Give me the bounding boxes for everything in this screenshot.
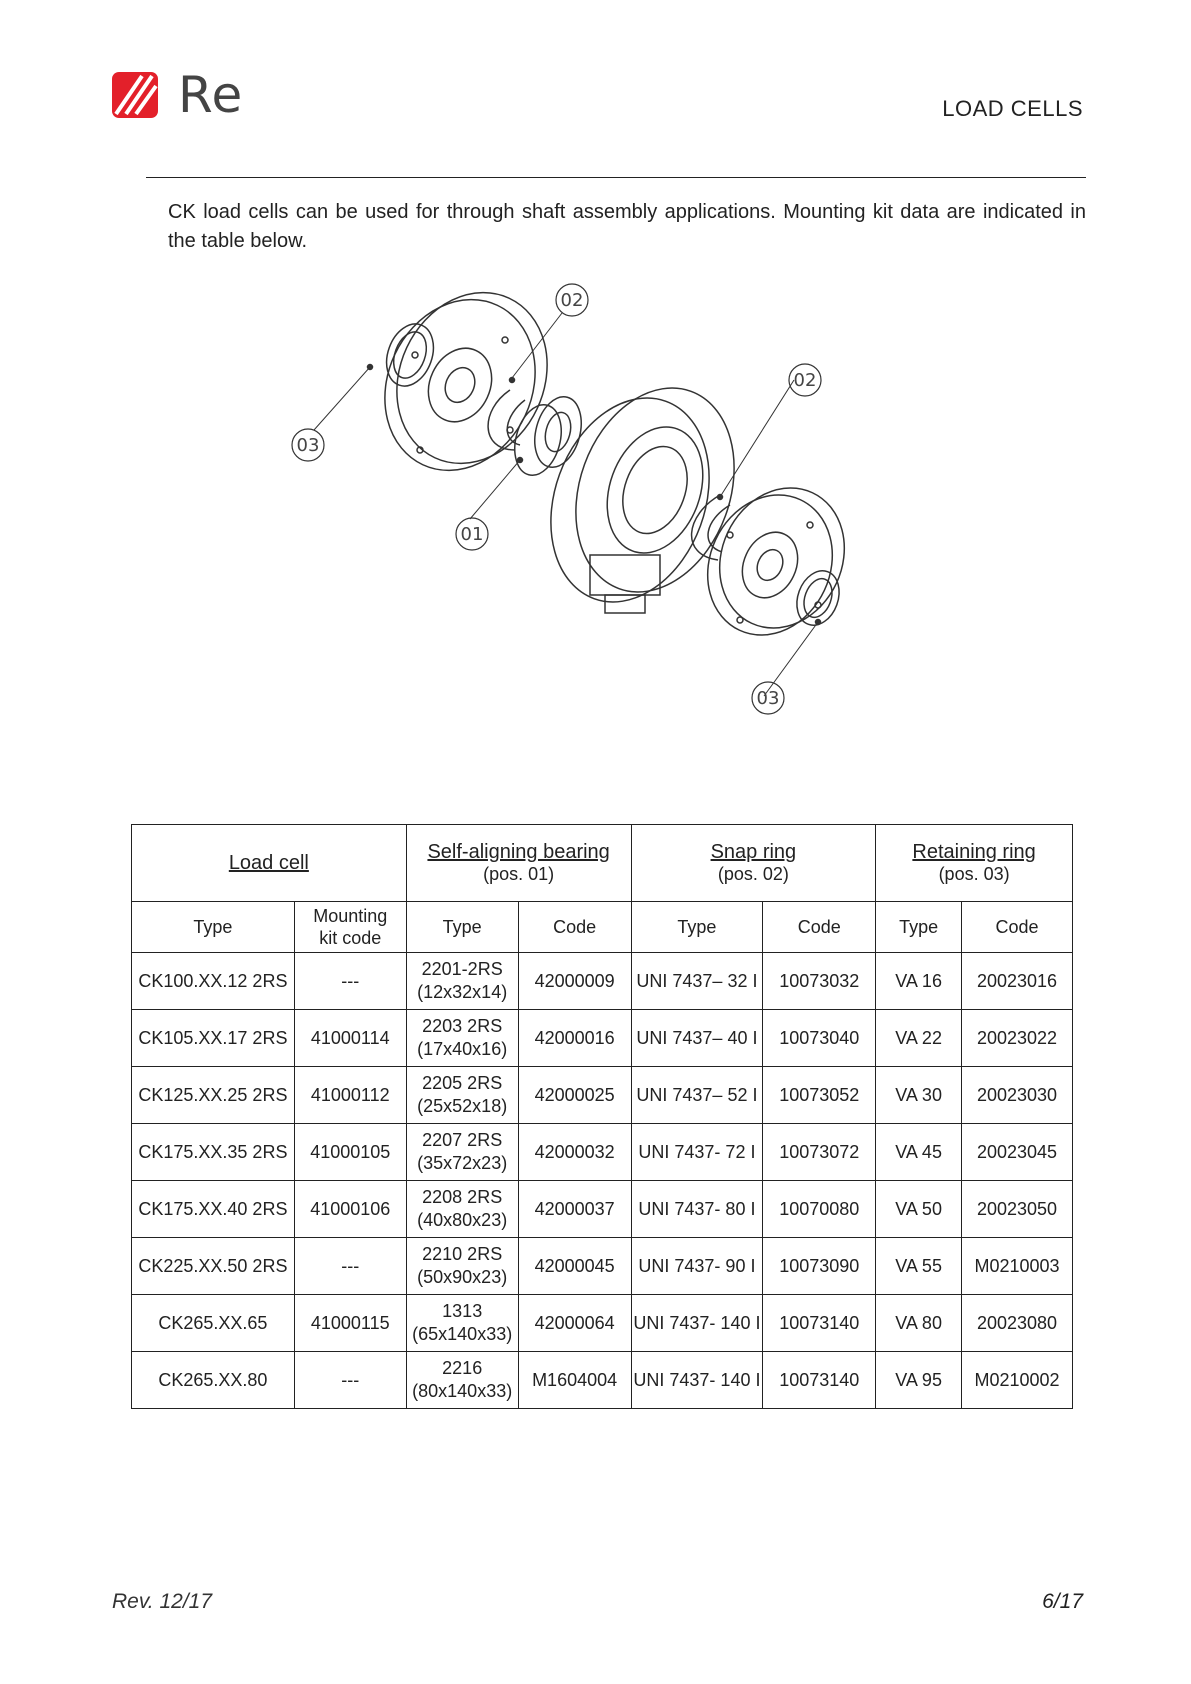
cell-bearing-code [518,1295,631,1352]
cell-bearing-type-text: (12x32x14) [417,982,508,1002]
cell-retaining-code-text: 20023030 [976,1084,1058,1105]
col-mounting-line2: kit code [319,928,382,948]
header-divider [146,177,1086,178]
cell-snap-code [763,1067,876,1124]
cell-snap-type [631,1352,763,1409]
cell-bearing-code-text: 42000037 [534,1198,615,1219]
cell-snap-type [631,1295,763,1352]
cell-bearing-type-text: (50x90x23) [417,1267,508,1287]
table-row [132,1295,1073,1352]
cell-retaining-type [876,1181,962,1238]
cell-retaining-code [962,1124,1073,1181]
cell-bearing-code-text: 42000064 [534,1312,615,1333]
cell-type-text: CK100.XX.12 2RS [138,970,288,991]
cell-snap-code [763,1238,876,1295]
snap-ring-group-header [631,825,876,902]
cell-bearing-type [406,953,518,1010]
bearing-pos-label: (pos. 01) [483,864,555,884]
cell-bearing-type-text: 2205 2RS [422,1073,503,1093]
brand-logo-text: Re [178,66,244,124]
cell-kit-code-text: 41000115 [310,1312,390,1333]
cell-bearing-code-text: 42000045 [534,1255,615,1276]
cell-bearing-type [406,1181,518,1238]
cell-bearing-code [518,1238,631,1295]
cell-retaining-code [962,953,1073,1010]
cell-type-text: CK265.XX.80 [158,1369,268,1390]
cell-bearing-type-text: 1313 [442,1301,483,1321]
retaining-ring-group-header [876,825,1073,902]
col-snap-code: Code [763,902,876,953]
callout-label: 02 [793,370,817,391]
col-bearing-type: Type [406,902,518,953]
cell-kit-code-text: 41000114 [310,1027,390,1048]
intro-paragraph: CK load cells can be used for through shaft assembly applications. Mounting kit data are indicated in the table below. [168,201,1086,252]
bearing-header-label: Self-aligning bearing [427,841,610,863]
cell-bearing-code-text: 42000009 [534,970,615,991]
snap-ring-header-label: Snap ring [710,841,797,863]
cell-bearing-code [518,1124,631,1181]
cell-type [132,1067,295,1124]
cell-bearing-type-text: 2216 [442,1358,483,1378]
cell-bearing-code-text: 42000032 [534,1141,615,1162]
cell-type-text: CK105.XX.17 2RS [138,1027,288,1048]
cell-retaining-type-text: VA 50 [895,1198,942,1219]
callout-label: 03 [296,435,320,456]
page-number: 6/17 [1042,1590,1083,1613]
left-retaining-ring-icon [378,317,441,392]
cell-retaining-type-text: VA 16 [895,970,942,991]
col-mounting-kit-code [294,902,406,953]
cell-bearing-type [406,1124,518,1181]
cell-type [132,1238,295,1295]
cell-kit-code [294,1295,406,1352]
col-bearing-code: Code [518,902,631,953]
cell-retaining-code [962,1238,1073,1295]
cell-snap-type [631,1067,763,1124]
cell-bearing-type-text: 2208 2RS [422,1187,503,1207]
cell-kit-code [294,1124,406,1181]
callout-label: 01 [460,524,484,545]
cell-retaining-type-text: VA 55 [895,1255,942,1276]
col-retaining-code: Code [962,902,1073,953]
table-row [132,1181,1073,1238]
cell-snap-type-text: UNI 7437– 40 I [636,1027,758,1048]
cell-type [132,1181,295,1238]
cell-type-text: CK265.XX.65 [158,1312,268,1333]
cell-snap-code [763,1352,876,1409]
cell-retaining-code-text: 20023045 [976,1141,1058,1162]
cell-snap-code [763,1295,876,1352]
cell-retaining-code-text: M0210002 [974,1369,1060,1390]
cell-bearing-type-text: 2203 2RS [422,1016,503,1036]
cell-snap-code-text: 10073140 [779,1369,860,1390]
cell-kit-code-text: --- [341,1255,360,1276]
cell-retaining-type-text: VA 45 [895,1141,942,1162]
cell-snap-type-text: UNI 7437– 32 I [636,970,758,991]
right-flange-icon [685,467,867,655]
cell-retaining-type-text: VA 22 [895,1027,942,1048]
table-row [132,1067,1073,1124]
cell-bearing-code [518,1181,631,1238]
cell-kit-code-text: --- [341,1369,360,1390]
cell-kit-code [294,953,406,1010]
cell-retaining-type-text: VA 95 [895,1369,942,1390]
cell-type-text: CK175.XX.40 2RS [138,1198,288,1219]
mounting-kit-table [131,824,1073,1409]
cell-type [132,1295,295,1352]
left-snap-ring-icon [488,390,525,450]
cell-retaining-type [876,1010,962,1067]
cell-snap-type [631,1181,763,1238]
cell-retaining-code [962,1295,1073,1352]
cell-retaining-code [962,1181,1073,1238]
cell-snap-code [763,953,876,1010]
cell-retaining-code [962,1010,1073,1067]
cell-bearing-type-text: (35x72x23) [417,1153,508,1173]
table-row [132,953,1073,1010]
cell-snap-type-text: UNI 7437- 140 I [633,1369,761,1390]
cell-type [132,1352,295,1409]
cell-bearing-type-text: (40x80x23) [417,1210,508,1230]
cell-retaining-code [962,1352,1073,1409]
cell-bearing-type [406,1295,518,1352]
cell-bearing-code [518,1010,631,1067]
cell-type-text: CK125.XX.25 2RS [138,1084,288,1105]
snap-ring-pos-label: (pos. 02) [717,864,789,884]
cell-snap-type [631,1010,763,1067]
load-cell-body-icon [524,366,762,625]
cell-kit-code [294,1238,406,1295]
cell-kit-code-text: 41000112 [310,1084,390,1105]
cell-snap-code-text: 10073072 [779,1141,860,1162]
cell-snap-type-text: UNI 7437- 140 I [633,1312,761,1333]
cell-bearing-code-text: M1604004 [532,1369,618,1390]
cell-retaining-type [876,1295,962,1352]
cell-retaining-type [876,1067,962,1124]
cell-kit-code-text: 41000106 [310,1198,391,1219]
cell-bearing-type-text: 2210 2RS [422,1244,503,1264]
col-retaining-type: Type [876,902,962,953]
cell-retaining-code-text: 20023050 [976,1198,1058,1219]
exploded-assembly-drawing [296,290,920,780]
cell-bearing-type-text: 2201-2RS [421,959,503,979]
load-cell-group-header [132,825,407,902]
callout-label: 03 [756,688,780,709]
cell-snap-code [763,1181,876,1238]
cell-bearing-type [406,1352,518,1409]
left-flange-icon [358,268,575,495]
cell-bearing-type [406,1010,518,1067]
cell-snap-type-text: UNI 7437- 90 I [638,1255,756,1276]
cell-kit-code [294,1010,406,1067]
cell-snap-code-text: 10073040 [779,1027,860,1048]
section-title: LOAD CELLS [942,96,1083,121]
cell-type [132,1010,295,1067]
cell-snap-type-text: UNI 7437– 52 I [636,1084,758,1105]
revision-label: Rev. 12/17 [112,1590,213,1613]
cell-retaining-code-text: 20023016 [976,970,1058,991]
cell-retaining-code-text: 20023022 [976,1027,1058,1048]
cell-kit-code [294,1067,406,1124]
cell-bearing-type-text: (65x140x33) [412,1324,513,1344]
cell-snap-type-text: UNI 7437- 72 I [638,1141,756,1162]
cell-bearing-type-text: (25x52x18) [417,1096,508,1116]
cell-snap-code-text: 10073052 [779,1084,860,1105]
cell-snap-code-text: 10070080 [779,1198,860,1219]
callout-label: 02 [560,290,584,311]
retaining-ring-header-label: Retaining ring [912,841,1036,863]
cell-type-text: CK175.XX.35 2RS [138,1141,288,1162]
cell-bearing-code-text: 42000025 [534,1084,615,1105]
cell-retaining-type [876,1124,962,1181]
cell-bearing-code [518,1352,631,1409]
cell-type [132,953,295,1010]
cell-retaining-type [876,1352,962,1409]
cell-bearing-type-text: (80x140x33) [412,1381,513,1401]
cell-retaining-type-text: VA 30 [895,1084,942,1105]
cell-type-text: CK225.XX.50 2RS [138,1255,288,1276]
cell-snap-code-text: 10073090 [779,1255,860,1276]
bearing-group-header [406,825,631,902]
cell-bearing-type [406,1238,518,1295]
cell-retaining-type [876,953,962,1010]
cell-snap-code-text: 10073032 [779,970,860,991]
cell-bearing-type-text: 2207 2RS [422,1130,503,1150]
table-row [132,1010,1073,1067]
cell-bearing-code [518,1067,631,1124]
cell-retaining-code-text: 20023080 [976,1312,1058,1333]
cell-snap-type-text: UNI 7437- 80 I [638,1198,756,1219]
cell-retaining-type [876,1238,962,1295]
cell-retaining-code [962,1067,1073,1124]
col-type: Type [132,902,295,953]
table-row [132,1352,1073,1409]
cell-bearing-code [518,953,631,1010]
col-snap-type: Type [631,902,763,953]
cell-snap-code [763,1124,876,1181]
col-mounting-line1: Mounting [313,906,388,926]
cell-kit-code [294,1181,406,1238]
cell-snap-type [631,1124,763,1181]
cell-type [132,1124,295,1181]
load-cell-header-label: Load cell [228,851,309,874]
retaining-ring-pos-label: (pos. 03) [938,864,1010,884]
cell-kit-code [294,1352,406,1409]
cell-retaining-type-text: VA 80 [895,1312,942,1333]
cell-snap-code [763,1010,876,1067]
cell-snap-code-text: 10073140 [779,1312,860,1333]
table-body [132,953,1073,1409]
cell-kit-code-text: 41000105 [310,1141,391,1162]
cell-bearing-code-text: 42000016 [534,1027,615,1048]
cell-snap-type [631,1238,763,1295]
table-row [132,1124,1073,1181]
table-row [132,1238,1073,1295]
cell-kit-code-text: --- [341,970,360,991]
cell-bearing-type [406,1067,518,1124]
cell-snap-type [631,953,763,1010]
cell-retaining-code-text: M0210003 [974,1255,1060,1276]
cell-bearing-type-text: (17x40x16) [417,1039,508,1059]
